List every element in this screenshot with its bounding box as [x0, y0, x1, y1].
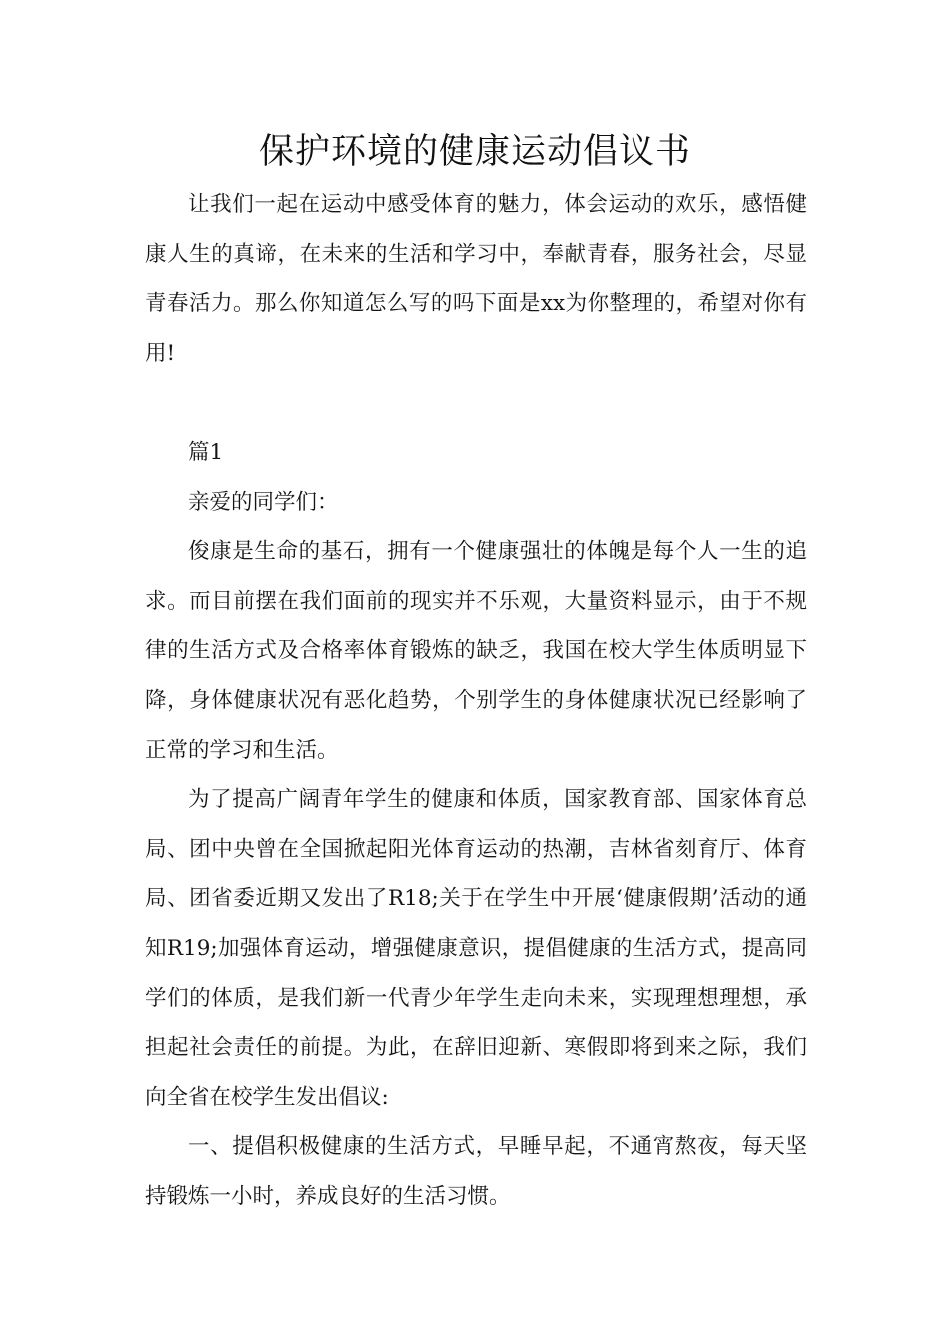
body-paragraph-1: 俊康是生命的基石，拥有一个健康强壮的体魄是每个人一生的追求。而目前摆在我们面前的现实并不乐观，大量资料显示，由于不规律的生活方式及合格率体育锻炼的缺乏，我国在校大学生体质明显下降，身体健康状况有恶化趋势，个别学生的身体健康状况已经影响了正常的学习和生活。	[145, 539, 807, 763]
blank-line	[145, 378, 807, 428]
section-label: 篇1	[188, 439, 224, 465]
body-paragraph-2: 为了提高广阔青年学生的健康和体质，国家教育部、国家体育总局、团中央曾在全国掀起阳光体育运动的热潮，吉林省刻育厅、体育局、团省委近期又发出了R18;关于在学生中开展‘健康假期’活动的通知R19;加强体育运动，增强健康意识，提倡健康的生活方式，提高同学们的体质，是我们新一代青少年学生走向未来，实现理想理想，承担起社会责任的前提。为此，在辞旧迎新、寒假即将到来之际，我们向全省在校学生发出倡议:	[145, 787, 807, 1110]
intro-paragraph: 让我们一起在运动中感受体育的魅力，体会运动的欢乐，感悟健康人生的真谛，在未来的生活和学习中，奉献青春，服务社会，尽显青春活力。那么你知道怎么写的吗下面是xx为你整理的，希望对你有用!	[145, 192, 807, 366]
body-paragraph-3: 一、提倡积极健康的生活方式，早睡早起，不通宵熬夜，每天坚持锻炼一小时，养成良好的生活习惯。	[145, 1134, 807, 1209]
document-body	[145, 180, 807, 1221]
salutation: 亲爱的同学们：	[188, 489, 339, 515]
document-title: 保护环境的健康运动倡议书	[258, 132, 691, 172]
